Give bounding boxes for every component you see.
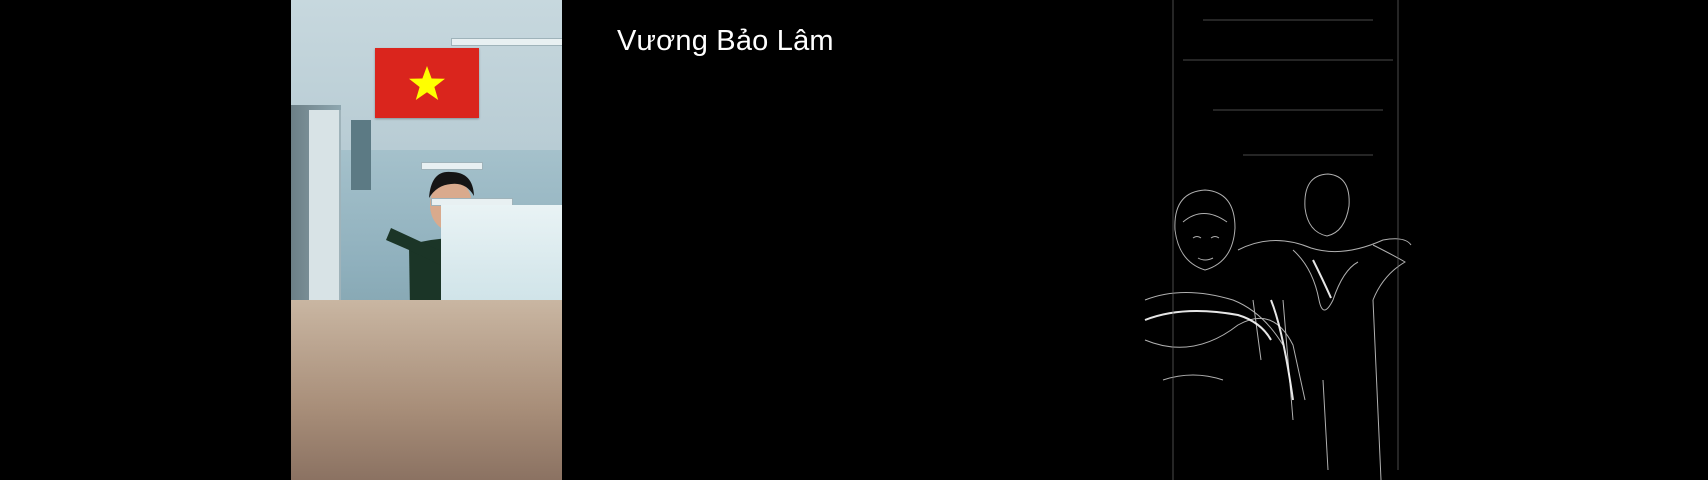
- bright-window: [441, 205, 562, 305]
- doorway: [351, 120, 371, 190]
- edge-detection-frame: [1143, 0, 1415, 480]
- edge-detection-image: [1143, 0, 1415, 480]
- floor: [291, 300, 562, 480]
- ceiling-light: [421, 162, 483, 170]
- ceiling-light: [451, 38, 562, 46]
- video-frame: [291, 0, 562, 480]
- vietnam-flag-icon: [375, 48, 479, 118]
- caption-text: Vương Bảo Lâm: [617, 25, 834, 57]
- star-icon: [407, 64, 447, 102]
